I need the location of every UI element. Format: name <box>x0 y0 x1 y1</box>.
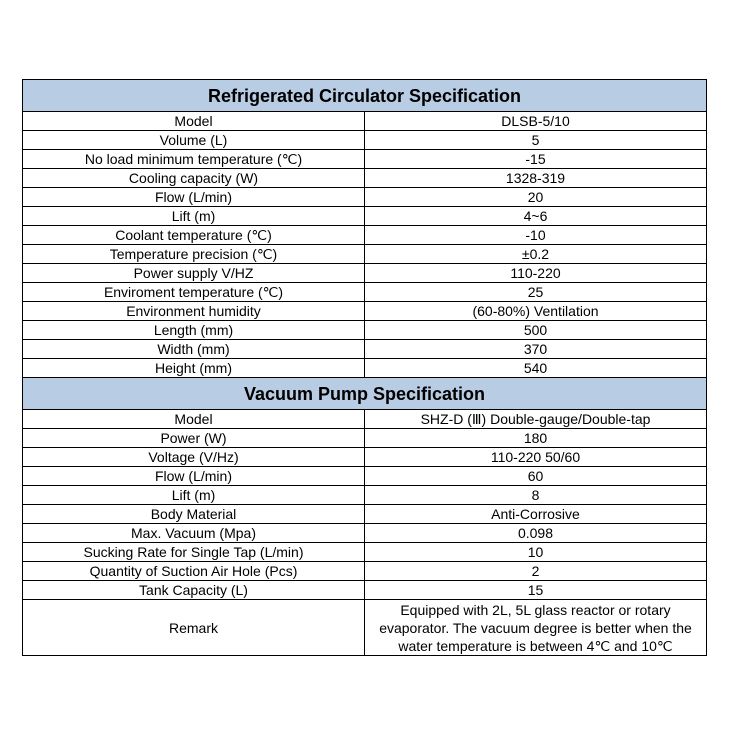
section-title: Refrigerated Circulator Specification <box>23 80 707 112</box>
table-row <box>23 131 707 150</box>
table-row <box>23 188 707 207</box>
spec-value: 500 <box>365 321 707 340</box>
table-row <box>23 410 707 429</box>
spec-value: 5 <box>365 131 707 150</box>
table-row <box>23 264 707 283</box>
spec-label: Lift (m) <box>23 207 365 226</box>
spec-label: Model <box>23 410 365 429</box>
table-row <box>23 581 707 600</box>
spec-value: 60 <box>365 467 707 486</box>
spec-label: Sucking Rate for Single Tap (L/min) <box>23 543 365 562</box>
table-row <box>23 524 707 543</box>
table-row <box>23 359 707 378</box>
spec-value: 540 <box>365 359 707 378</box>
spec-value: 1328-319 <box>365 169 707 188</box>
table-row <box>23 448 707 467</box>
spec-label: Height (mm) <box>23 359 365 378</box>
table-row <box>23 562 707 581</box>
table-row <box>23 467 707 486</box>
table-row <box>23 321 707 340</box>
table-row <box>23 245 707 264</box>
spec-value: Equipped with 2L, 5L glass reactor or rotary evaporator. The vacuum degree is better when the water temperature is between 4℃ and 10℃ <box>365 600 707 656</box>
section-header <box>23 378 707 410</box>
spec-value: ±0.2 <box>365 245 707 264</box>
table-row <box>23 112 707 131</box>
table-row <box>23 283 707 302</box>
table-row <box>23 169 707 188</box>
spec-label: Flow (L/min) <box>23 467 365 486</box>
spec-label: Coolant temperature (℃) <box>23 226 365 245</box>
spec-value: -15 <box>365 150 707 169</box>
spec-value: 110-220 50/60 <box>365 448 707 467</box>
spec-value: -10 <box>365 226 707 245</box>
spec-label: Flow (L/min) <box>23 188 365 207</box>
spec-label: Cooling capacity (W) <box>23 169 365 188</box>
spec-label: Length (mm) <box>23 321 365 340</box>
table-row <box>23 486 707 505</box>
spec-value: 25 <box>365 283 707 302</box>
spec-label: Lift (m) <box>23 486 365 505</box>
spec-label: Voltage (V/Hz) <box>23 448 365 467</box>
spec-value: 0.098 <box>365 524 707 543</box>
spec-value: 15 <box>365 581 707 600</box>
spec-value: 180 <box>365 429 707 448</box>
spec-label: Quantity of Suction Air Hole (Pcs) <box>23 562 365 581</box>
spec-value: DLSB-5/10 <box>365 112 707 131</box>
table-row <box>23 302 707 321</box>
spec-label: No load minimum temperature (℃) <box>23 150 365 169</box>
spec-table <box>22 79 707 656</box>
spec-label: Tank Capacity (L) <box>23 581 365 600</box>
spec-label: Environment humidity <box>23 302 365 321</box>
section-header <box>23 80 707 112</box>
table-row <box>23 600 707 656</box>
table-row <box>23 226 707 245</box>
spec-label: Temperature precision (℃) <box>23 245 365 264</box>
spec-label: Power supply V/HZ <box>23 264 365 283</box>
table-row <box>23 150 707 169</box>
spec-value: 4~6 <box>365 207 707 226</box>
table-row <box>23 340 707 359</box>
table-row <box>23 505 707 524</box>
spec-value: 8 <box>365 486 707 505</box>
spec-value: 20 <box>365 188 707 207</box>
spec-label: Body Material <box>23 505 365 524</box>
spec-value: 2 <box>365 562 707 581</box>
spec-label: Power (W) <box>23 429 365 448</box>
spec-value: SHZ-D (Ⅲ) Double-gauge/Double-tap <box>365 410 707 429</box>
spec-label: Max. Vacuum (Mpa) <box>23 524 365 543</box>
spec-value: 370 <box>365 340 707 359</box>
spec-label: Width (mm) <box>23 340 365 359</box>
spec-label: Model <box>23 112 365 131</box>
spec-value: 110-220 <box>365 264 707 283</box>
spec-value: (60-80%) Ventilation <box>365 302 707 321</box>
spec-label: Volume (L) <box>23 131 365 150</box>
table-row <box>23 207 707 226</box>
spec-value: 10 <box>365 543 707 562</box>
table-row <box>23 543 707 562</box>
spec-label: Enviroment temperature (℃) <box>23 283 365 302</box>
spec-label: Remark <box>23 600 365 656</box>
section-title: Vacuum Pump Specification <box>23 378 707 410</box>
table-row <box>23 429 707 448</box>
spec-value: Anti-Corrosive <box>365 505 707 524</box>
